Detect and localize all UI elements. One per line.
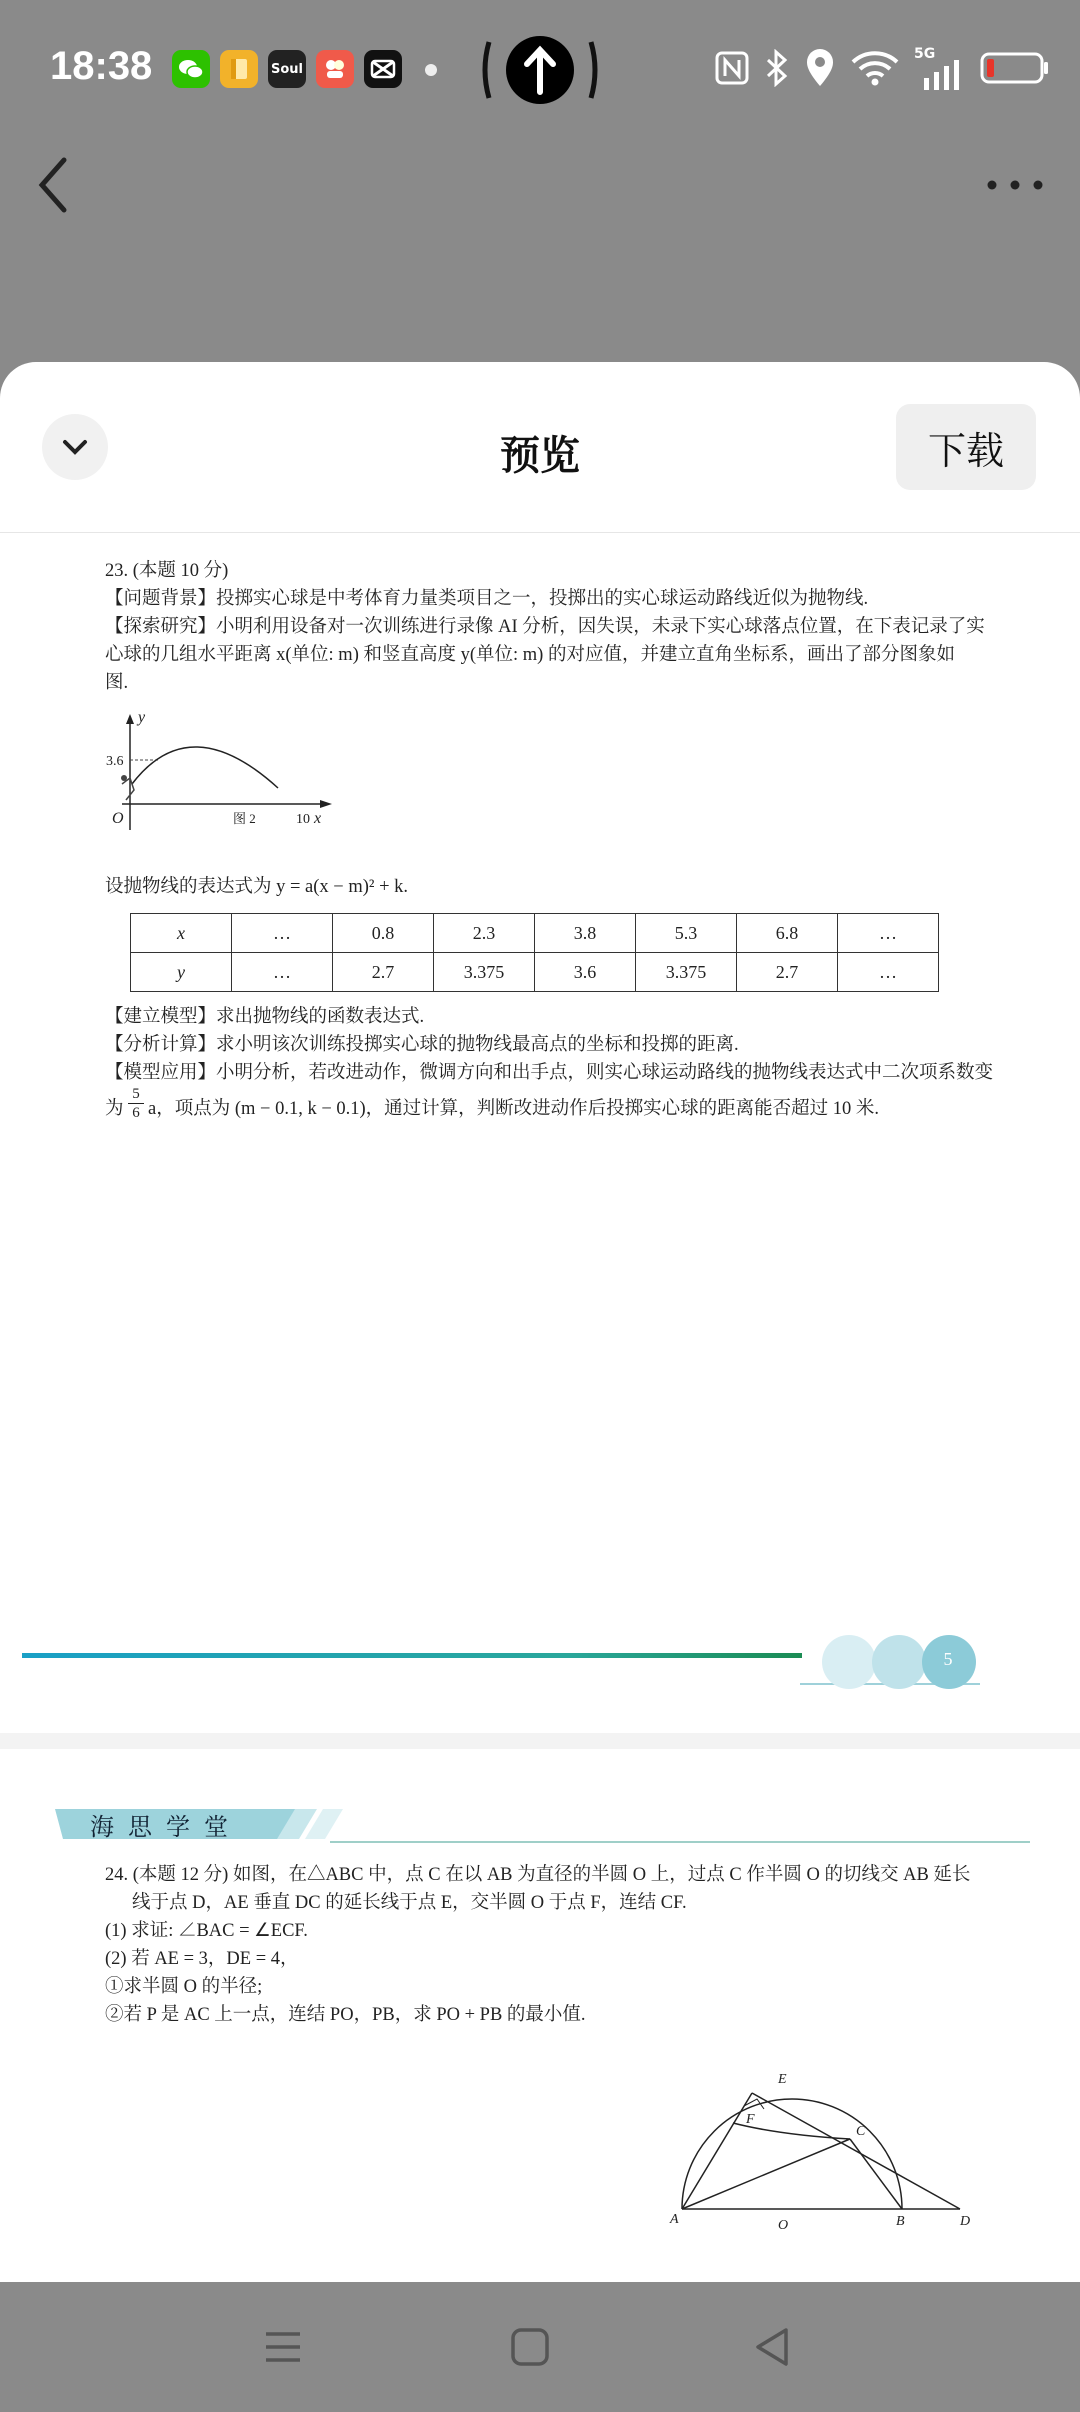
- document-page: [0, 533, 1080, 1733]
- table-row: [131, 914, 939, 953]
- text-line: ②若 P 是 AC 上一点，连结 PO，PB，求 PO + PB 的最小值.: [105, 2005, 586, 2025]
- label-A: A: [670, 2212, 679, 2227]
- graph-caption: 图 2: [233, 811, 256, 826]
- download-button[interactable]: 下载: [896, 404, 1036, 490]
- label-O: O: [778, 2218, 789, 2233]
- wechat-icon: [172, 50, 210, 88]
- notification-dot: [425, 64, 437, 76]
- decor-circle: [872, 1635, 926, 1689]
- decor-circle: [822, 1635, 876, 1689]
- table-cell: x: [131, 914, 232, 953]
- table-cell: 0.8: [333, 914, 434, 953]
- graph-origin: O: [112, 810, 124, 827]
- status-bar: [0, 0, 1080, 140]
- question-header: 23. (本题 10 分): [105, 561, 229, 581]
- signal-icon: [914, 46, 966, 90]
- text-line: a，项点为 (m − 0.1, k − 0.1)，通过计算，判断改进动作后投掷实心球的距离能否超过 10 米.: [148, 1099, 880, 1119]
- more-options-icon[interactable]: [980, 170, 1050, 200]
- table-cell: 3.375: [636, 953, 737, 992]
- page-number: 5: [943, 1649, 953, 1669]
- text-line: 24. (本题 12 分) 如图，在△ABC 中，点 C 在以 AB 为直径的半圆 O 上，过点 C 作半圆 O 的切线交 AB 延长: [105, 1865, 971, 1885]
- fraction-denominator: 6: [132, 1105, 140, 1121]
- text-line: 心球的几组水平距离 x(单位: m) 和竖直高度 y(单位: m) 的对应值，并建立直角坐标系，画出了部分图象如: [105, 645, 955, 665]
- data-table: [130, 913, 939, 992]
- bluetooth-icon: [764, 49, 790, 87]
- geometry-figure: [660, 2039, 980, 2239]
- graph-y-tick: 3.6: [106, 754, 124, 769]
- back-icon[interactable]: [748, 2322, 798, 2372]
- capcut-icon: [364, 50, 402, 88]
- system-nav-bar: [0, 2282, 1080, 2412]
- graph-x-tick: 10: [296, 812, 310, 827]
- table-cell: 3.375: [434, 953, 535, 992]
- wifi-icon: [850, 50, 900, 86]
- network-type: 5G: [914, 46, 936, 62]
- document-page: [0, 1749, 1080, 2282]
- table-cell: 6.8: [737, 914, 838, 953]
- menu-icon[interactable]: [258, 2322, 308, 2372]
- text-line: 【建立模型】求出抛物线的函数表达式.: [105, 1007, 425, 1027]
- soul-icon: [268, 50, 306, 88]
- parabola-graph: [100, 708, 340, 838]
- fraction-numerator: 5: [128, 1085, 144, 1104]
- status-time: 18:38: [50, 44, 153, 88]
- label-D: D: [960, 2214, 971, 2229]
- nfc-icon: [714, 50, 750, 86]
- graph-y-label: y: [138, 709, 146, 726]
- back-chevron-icon[interactable]: [30, 150, 80, 220]
- upload-arrow-icon: [475, 30, 605, 110]
- table-row: [131, 953, 939, 992]
- banner-line: [330, 1841, 1030, 1843]
- preview-sheet: [0, 362, 1080, 2282]
- table-cell: 5.3: [636, 914, 737, 953]
- table-cell: 2.3: [434, 914, 535, 953]
- banner-title: 海思学堂: [90, 1815, 242, 1841]
- table-cell: 2.7: [737, 953, 838, 992]
- label-B: B: [896, 2214, 905, 2229]
- text-line: (1) 求证: ∠BAC = ∠ECF.: [105, 1921, 308, 1941]
- text-line-prefix: 为: [105, 1099, 124, 1119]
- table-cell: 3.6: [535, 953, 636, 992]
- text-line: ①求半圆 O 的半径;: [105, 1977, 263, 1997]
- home-icon[interactable]: [505, 2322, 555, 2372]
- page-footer-line: [22, 1653, 802, 1658]
- table-cell: …: [232, 914, 333, 953]
- battery-icon: [980, 50, 1050, 86]
- table-cell: y: [131, 953, 232, 992]
- table-cell: 2.7: [333, 953, 434, 992]
- table-cell: 3.8: [535, 914, 636, 953]
- notes-icon: [220, 50, 258, 88]
- text-line: 【模型应用】小明分析，若改进动作，微调方向和出手点，则实心球运动路线的抛物线表达式中二次项系数变: [105, 1063, 994, 1083]
- text-line: 线于点 D，AE 垂直 DC 的延长线于点 E，交半圆 O 于点 F，连结 CF.: [132, 1893, 687, 1913]
- text-line: 【分析计算】求小明该次训练投掷实心球的抛物线最高点的坐标和投掷的距离.: [105, 1035, 739, 1055]
- sheet-header: [0, 362, 1080, 533]
- table-cell: …: [232, 953, 333, 992]
- text-line: 图.: [105, 673, 129, 693]
- location-icon: [804, 48, 836, 88]
- sheet-title: 预览: [500, 433, 580, 479]
- text-line: 【探索研究】小明利用设备对一次训练进行录像 AI 分析，因失误，未录下实心球落点位置，在下表记录了实: [105, 617, 985, 637]
- label-C: C: [856, 2124, 866, 2139]
- document-viewer[interactable]: [0, 533, 1080, 2282]
- label-E: E: [778, 2072, 787, 2087]
- formula-line: 设抛物线的表达式为 y = a(x − m)² + k.: [105, 877, 409, 897]
- graph-x-label: x: [314, 810, 322, 827]
- text-line: (2) 若 AE = 3，DE = 4，: [105, 1949, 299, 1969]
- text-line: 【问题背景】投掷实心球是中考体育力量类项目之一，投掷出的实心球运动路线近似为抛物线.: [105, 589, 869, 609]
- table-cell: …: [838, 914, 939, 953]
- label-F: F: [746, 2112, 755, 2127]
- soul-label: Soul: [270, 61, 303, 77]
- table-cell: …: [838, 953, 939, 992]
- fraction: [128, 1085, 144, 1122]
- status-icons: [714, 38, 1050, 98]
- app-icon: [316, 50, 354, 88]
